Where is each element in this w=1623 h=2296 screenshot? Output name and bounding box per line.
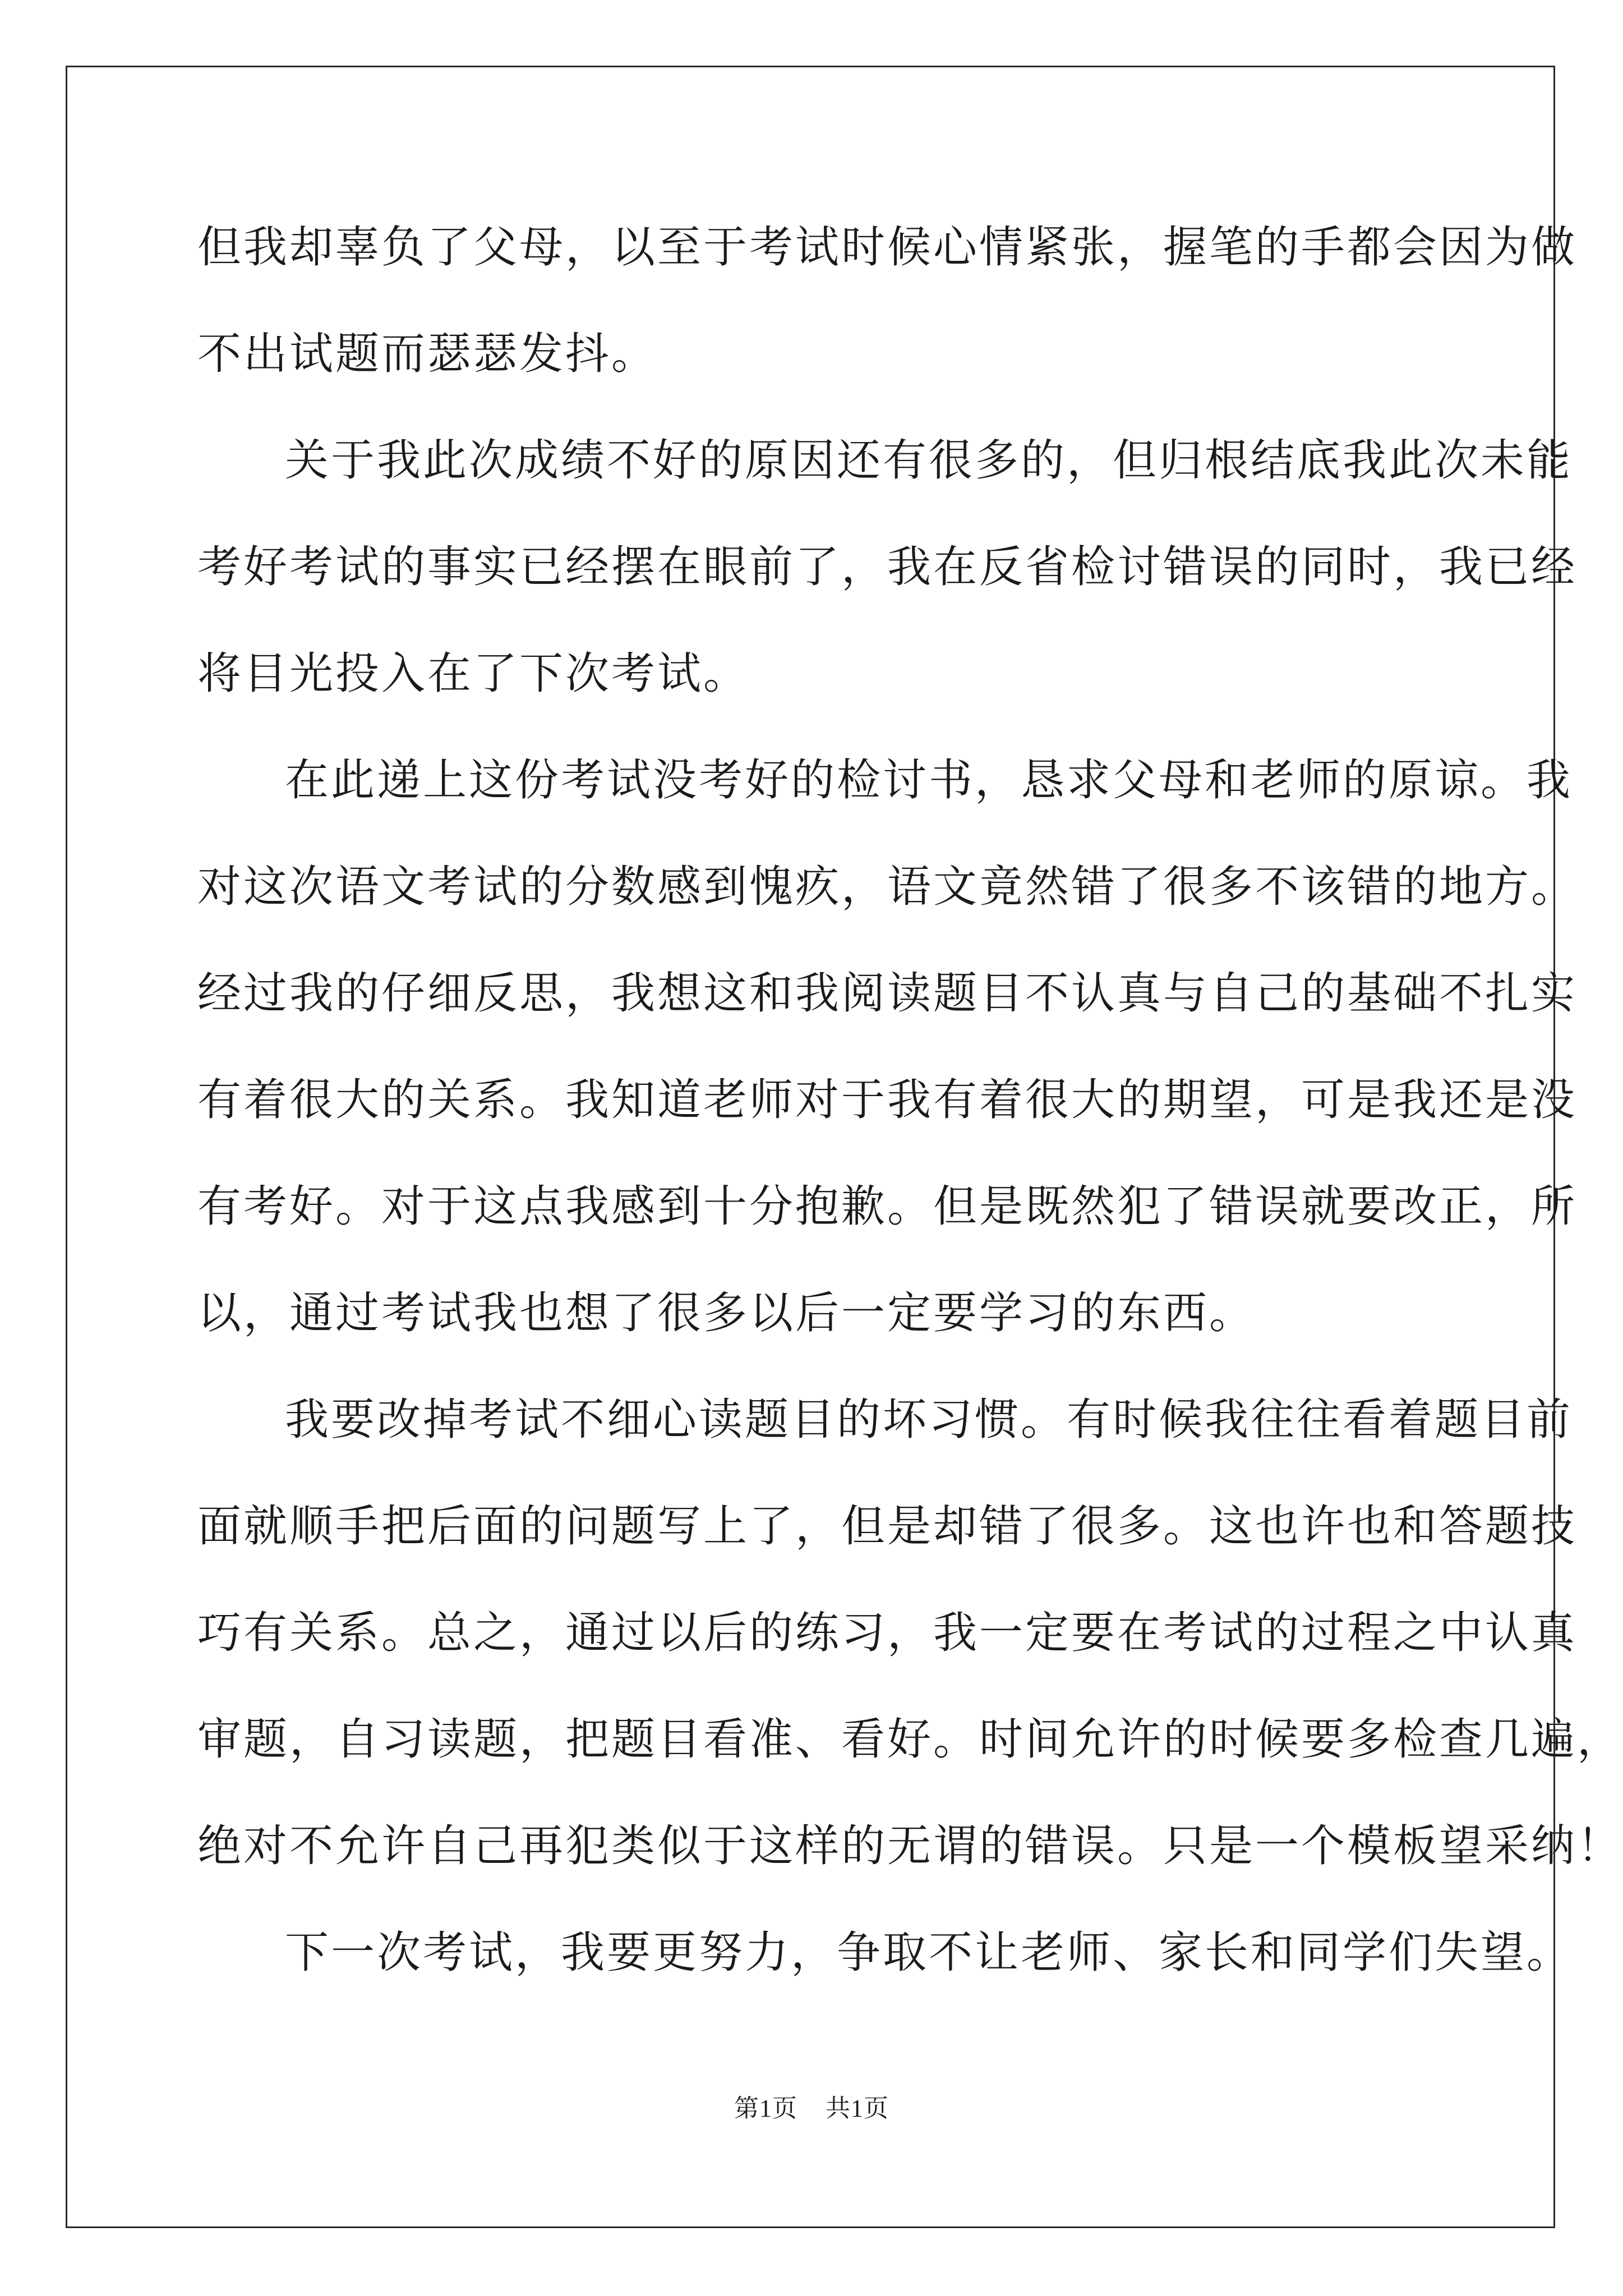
text-line-15: 审题，自习读题，把题目看准、看好。时间允许的时候要多检查几遍， — [197, 1714, 1623, 1765]
text-line-12: 我要改掉考试不细心读题目的坏习惯。有时候我往往看着题目前 — [285, 1395, 1573, 1445]
text-line-11: 以，通过考试我也想了很多以后一定要学习的东西。 — [197, 1288, 1256, 1338]
text-line-17: 下一次考试，我要更努力，争取不让老师、家长和同学们失望。 — [285, 1927, 1573, 1978]
text-line-16: 绝对不允许自己再犯类似于这样的无谓的错误。只是一个模板望采纳！ — [197, 1821, 1623, 1871]
page-number-total: 共1页 — [826, 2095, 889, 2122]
text-line-6: 在此递上这份考试没考好的检讨书，恳求父母和老师的原谅。我 — [285, 755, 1573, 806]
text-line-5: 将目光投入在了下次考试。 — [197, 648, 750, 699]
text-line-9: 有着很大的关系。我知道老师对于我有着很大的期望，可是我还是没 — [197, 1075, 1578, 1125]
text-line-4: 考好考试的事实已经摆在眼前了，我在反省检讨错误的同时，我已经 — [197, 542, 1578, 592]
document-body — [197, 214, 1623, 2026]
text-line-2: 不出试题而瑟瑟发抖。 — [197, 329, 658, 379]
text-line-3: 关于我此次成绩不好的原因还有很多的，但归根结底我此次未能 — [285, 435, 1573, 486]
text-line-7: 对这次语文考试的分数感到愧疚，语文竟然错了很多不该错的地方。 — [197, 862, 1578, 912]
text-line-1: 但我却辜负了父母，以至于考试时候心情紧张，握笔的手都会因为做 — [197, 222, 1578, 273]
text-line-14: 巧有关系。总之，通过以后的练习，我一定要在考试的过程之中认真 — [197, 1608, 1578, 1658]
page-number-current: 第1页 — [734, 2095, 797, 2122]
page-footer — [0, 2088, 1623, 2124]
text-line-8: 经过我的仔细反思，我想这和我阅读题目不认真与自己的基础不扎实 — [197, 968, 1578, 1019]
text-line-13: 面就顺手把后面的问题写上了，但是却错了很多。这也许也和答题技 — [197, 1501, 1578, 1552]
text-line-10: 有考好。对于这点我感到十分抱歉。但是既然犯了错误就要改正，所 — [197, 1181, 1578, 1232]
